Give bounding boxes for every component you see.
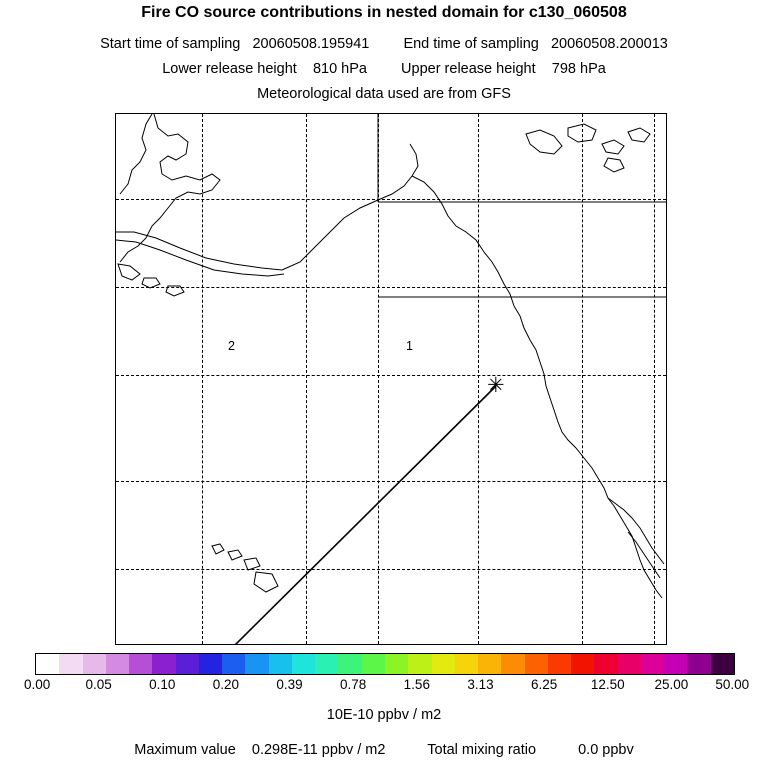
- colorbar-swatch: [664, 654, 687, 674]
- colorbar-swatch: [176, 654, 199, 674]
- colorbar-tick: 3.13: [467, 677, 494, 692]
- colorbar-swatch: [199, 654, 222, 674]
- colorbar-swatch: [245, 654, 268, 674]
- colorbar-tick: 0.00: [23, 677, 51, 692]
- coastline-overlay: [116, 114, 667, 645]
- colorbar-swatch: [548, 654, 571, 674]
- release-marker-label-2: 2: [228, 339, 235, 353]
- colorbar-swatch: [59, 654, 82, 674]
- colorbar-swatch: [315, 654, 338, 674]
- colorbar-swatch: [36, 654, 59, 674]
- colorbar-swatch: [571, 654, 594, 674]
- colorbar-swatch: [362, 654, 385, 674]
- colorbar-swatch: [687, 654, 710, 674]
- colorbar-swatch: [83, 654, 106, 674]
- colorbar-swatch: [408, 654, 431, 674]
- colorbar-swatch: [641, 654, 664, 674]
- colorbar-swatch: [618, 654, 641, 674]
- total-mixing-ratio-label: Total mixing ratio: [427, 742, 537, 758]
- end-time-label: End time of sampling: [403, 36, 539, 52]
- lower-release-height-value: 810 hPa: [312, 61, 367, 77]
- lower-release-height-label: Lower release height: [162, 61, 297, 77]
- map-panel: [115, 113, 667, 645]
- colorbar-swatch: [269, 654, 292, 674]
- colorbar: [35, 653, 735, 675]
- colorbar-tick: 25.00: [654, 677, 689, 692]
- colorbar-tick: 1.56: [403, 677, 430, 692]
- start-time-label: Start time of sampling: [100, 36, 241, 52]
- colorbar-swatch: [711, 654, 734, 674]
- colorbar-swatch: [129, 654, 152, 674]
- colorbar-strip: [35, 653, 735, 675]
- colorbar-swatch: [501, 654, 524, 674]
- colorbar-tick: 0.05: [85, 677, 112, 692]
- colorbar-swatch: [106, 654, 129, 674]
- colorbar-tick: 0.78: [340, 677, 367, 692]
- colorbar-swatch: [594, 654, 617, 674]
- colorbar-swatch: [152, 654, 175, 674]
- release-height-row: [0, 61, 768, 77]
- upper-release-height-label: Upper release height: [401, 61, 536, 77]
- upper-release-height-value: 798 hPa: [551, 61, 606, 77]
- colorbar-tick-labels: [0, 677, 768, 693]
- release-marker-label-1: 1: [406, 339, 413, 353]
- met-data-note: Meteorological data used are from GFS: [257, 86, 511, 102]
- sampling-site-marker: ✳: [487, 373, 505, 397]
- colorbar-tick: 0.20: [212, 677, 240, 692]
- colorbar-swatch: [292, 654, 315, 674]
- max-value-label: Maximum value: [134, 742, 236, 758]
- colorbar-unit-label: 10E-10 ppbv / m2: [326, 707, 442, 723]
- colorbar-tick: 50.00: [715, 677, 750, 692]
- sampling-time-row: [0, 36, 768, 52]
- colorbar-swatch: [385, 654, 408, 674]
- end-time-value: 20060508.200013: [550, 36, 668, 52]
- colorbar-swatch: [455, 654, 478, 674]
- colorbar-tick: 0.10: [149, 677, 176, 692]
- colorbar-swatch: [432, 654, 455, 674]
- page-title: Fire CO source contributions in nested domain for c130_060508: [141, 4, 627, 21]
- total-mixing-ratio-value: 0.0 ppbv: [578, 742, 634, 758]
- colorbar-swatch: [478, 654, 501, 674]
- colorbar-swatch: [222, 654, 245, 674]
- colorbar-swatch: [338, 654, 361, 674]
- colorbar-tick: 12.50: [590, 677, 625, 692]
- colorbar-tick: 6.25: [530, 677, 558, 692]
- colorbar-tick: 0.39: [276, 677, 303, 692]
- colorbar-swatch: [525, 654, 548, 674]
- footer-stats: [0, 742, 768, 758]
- max-value: 0.298E-11 ppbv / m2: [251, 742, 386, 758]
- start-time-value: 20060508.195941: [252, 36, 370, 52]
